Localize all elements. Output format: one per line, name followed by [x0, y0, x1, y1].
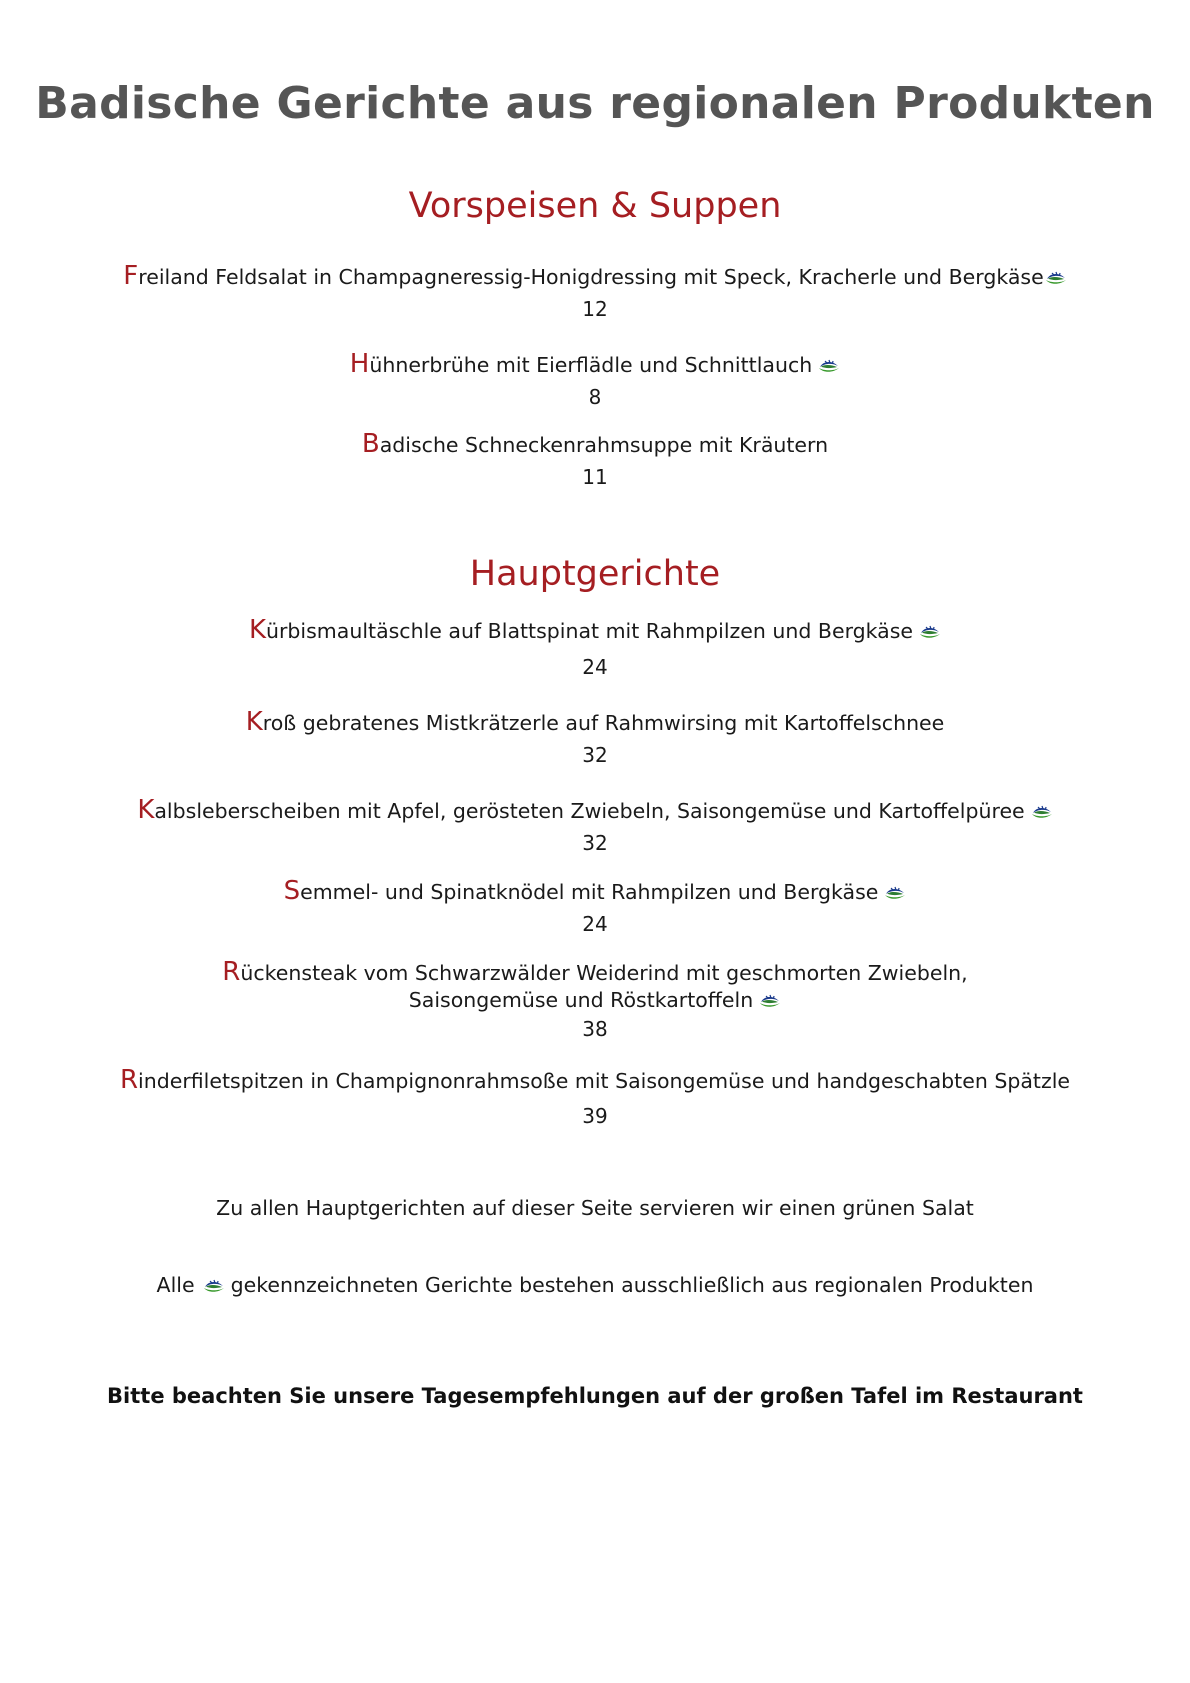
dish-name: [0, 616, 1190, 645]
dish-text: ückensteak vom Schwarzwälder Weiderind mit geschmorten Zwiebeln,: [240, 961, 968, 985]
dish-text: emmel- und Spinatknödel mit Rahmpilzen und Bergkäse: [300, 880, 879, 904]
regional-leaf-icon: [919, 624, 941, 640]
regional-leaf-icon: [884, 885, 906, 901]
page-title: Badische Gerichte aus regionalen Produkten: [35, 78, 1155, 129]
dish-initial: R: [119, 1065, 139, 1095]
dish-price: 39: [582, 1104, 608, 1128]
dish-name: [0, 1066, 1190, 1095]
dish-price: 38: [582, 1017, 608, 1041]
dish-initial: K: [248, 615, 266, 645]
regional-leaf-icon: [203, 1278, 225, 1294]
dish-price: 24: [582, 655, 608, 679]
dish-price: 11: [582, 465, 608, 489]
dish-price: 24: [582, 912, 608, 936]
dish-price: 32: [582, 831, 608, 855]
dish-text: reiland Feldsalat in Champagneressig-Honigdressing mit Speck, Kracherle und Bergkäse: [138, 265, 1044, 289]
dish-initial: K: [245, 707, 263, 737]
regional-note: [0, 1271, 1190, 1299]
dish-name: [0, 708, 1190, 737]
dish-text: Saisongemüse und Röstkartoffeln: [408, 988, 754, 1012]
dish-name: [0, 350, 1190, 379]
dish-text: adische Schneckenrahmsuppe mit Kräutern: [379, 433, 829, 457]
regional-note-suffix: gekennzeichneten Gerichte bestehen ausschließlich aus regionalen Produkten: [230, 1273, 1034, 1297]
dish-name: [0, 430, 1190, 459]
dish-initial: R: [222, 957, 241, 987]
dish-name: [0, 877, 1190, 906]
dish-initial: H: [349, 349, 370, 379]
regional-leaf-icon: [759, 993, 781, 1009]
regional-leaf-icon: [1031, 804, 1053, 820]
dish-initial: K: [137, 795, 155, 825]
dish-text: roß gebratenes Mistkrätzerle auf Rahmwirsing mit Kartoffelschnee: [262, 711, 945, 735]
dish-initial: B: [361, 429, 380, 459]
regional-leaf-icon: [1045, 270, 1067, 286]
dish-initial: F: [123, 261, 139, 291]
dish-name: [0, 796, 1190, 825]
section-heading-vorspeisen: Vorspeisen & Suppen: [408, 186, 782, 226]
section-heading-hauptgerichte: Hauptgerichte: [469, 554, 721, 594]
dish-text: ürbismaultäschle auf Blattspinat mit Rahmpilzen und Bergkäse: [266, 619, 914, 643]
regional-note-prefix: Alle: [156, 1273, 195, 1297]
dish-price: 12: [582, 297, 608, 321]
dish-name: [0, 958, 1190, 987]
dish-price: 8: [588, 385, 602, 409]
dish-name: [0, 262, 1190, 291]
dish-text: albsleberscheiben mit Apfel, gerösteten Zwiebeln, Saisongemüse und Kartoffelpüree: [154, 799, 1025, 823]
dish-price: 32: [582, 743, 608, 767]
dish-name-line2: [0, 986, 1190, 1014]
dish-text: inderfiletspitzen in Champignonrahmsoße mit Saisongemüse und handgeschabten Spätzle: [138, 1069, 1071, 1093]
daily-recommendation-note: Bitte beachten Sie unsere Tagesempfehlungen auf der großen Tafel im Restaurant: [107, 1384, 1083, 1408]
dish-initial: S: [283, 876, 301, 906]
dish-text: ühnerbrühe mit Eierflädle und Schnittlauch: [369, 353, 813, 377]
regional-leaf-icon: [818, 358, 840, 374]
salad-note: Zu allen Hauptgerichten auf dieser Seite servieren wir einen grünen Salat: [216, 1196, 974, 1220]
